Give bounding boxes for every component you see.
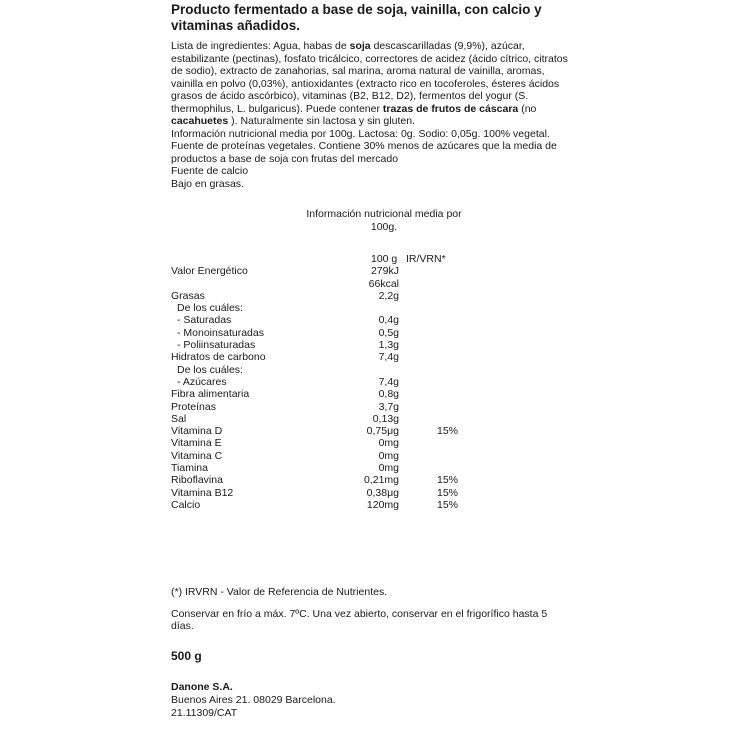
- ingredients-middle: descascarilladas (9,9%), azúcar, estabilizante (pectinas), fosfato tricálcico, correctores de acidez (ácido cítrico, citratos de sodio), extracto de zanahorias, sal marina, aroma natural de vainilla, aromas, vainilla en polvo (0,03%), antioxidantes (extracto rico en tocoferoles, ésteres ácidos grasos de ácido ascórbico), vitaminas (B2, B12, D2), fermentos del yogur (S. thermophilus, L. bulgaricus). Puede contener: [171, 40, 568, 115]
- allergen-soja: soja: [349, 40, 371, 52]
- nutrition-heading: Información nutricional media por 100g.: [306, 208, 462, 233]
- nutrient-row: [171, 339, 571, 351]
- nutrient-label: - Saturadas: [177, 314, 232, 327]
- energy-row: [171, 265, 571, 277]
- nutrient-row: [171, 499, 571, 511]
- nutrient-label: De los cuáles:: [177, 302, 243, 315]
- nutrient-label: Vitamina D: [171, 425, 223, 438]
- claim-line-2: Fuente de proteínas vegetales. Contiene 30% menos de azúcares que la media de productos a base de soja con frutas del mercado: [171, 140, 557, 165]
- nutrient-label: Tiamina: [171, 462, 208, 475]
- allergen-cacahuetes: cacahuetes: [171, 115, 229, 127]
- nutrient-value: 0,8g: [378, 388, 399, 401]
- label-document: [171, 0, 571, 720]
- nutrient-row: [171, 474, 571, 486]
- allergen-trazas: trazas de frutos de cáscara: [382, 102, 519, 115]
- nutrient-row: [171, 388, 571, 400]
- nutrient-row: [171, 401, 571, 413]
- nutrient-row: [171, 437, 571, 449]
- nutrient-value: 1,3g: [378, 339, 399, 352]
- nutrient-percent: 15%: [437, 498, 459, 511]
- product-title: Producto fermentado a base de soja, vainilla, con calcio y vitaminas añadidos.: [171, 2, 542, 33]
- nutrient-value: 0,21mg: [363, 474, 399, 487]
- energy-kcal: 66kcal: [368, 277, 399, 290]
- nutrient-row: [171, 314, 571, 326]
- nutrient-value: 0,13g: [372, 412, 399, 425]
- nutrient-row: [171, 290, 571, 302]
- nutrient-value: 2,2g: [378, 289, 399, 302]
- nutrition-header-row: [171, 253, 571, 265]
- company-name: Danone S.A.: [171, 680, 233, 693]
- nutrient-value: 7,4g: [378, 351, 399, 364]
- nutrient-row: [171, 327, 571, 339]
- nutrient-value: 0,5g: [378, 326, 399, 339]
- nutrient-label: - Poliinsaturadas: [177, 339, 256, 352]
- nutrient-value: 0mg: [378, 462, 399, 475]
- claims: [171, 128, 571, 191]
- nutrient-row: [171, 462, 571, 474]
- nutrient-label: De los cuáles:: [177, 363, 243, 376]
- nutrition-table: [171, 253, 571, 511]
- nutrient-label: - Monoinsaturadas: [177, 326, 264, 339]
- ingredients-list: [171, 40, 571, 128]
- nutrient-row: [171, 425, 571, 437]
- nutrient-label: Fibra alimentaria: [171, 388, 250, 401]
- nutrient-value: 120mg: [366, 498, 399, 511]
- storage-instructions: Conservar en frío a máx. 7ºC. Una vez abierto, conservar en el frigorífico hasta 5 días.: [171, 607, 548, 633]
- energy-kcal-row: [171, 278, 571, 290]
- company-info: [171, 681, 571, 720]
- nutrient-row: [171, 487, 571, 499]
- claim-line-1: Información nutricional media por 100g. Lactosa: 0g. Sodio: 0,05g. 100% vegetal.: [171, 127, 550, 140]
- nutrient-value: 0,4g: [378, 314, 399, 327]
- nutrient-row: [171, 302, 571, 314]
- claim-line-3: Fuente de calcio: [171, 165, 249, 177]
- col-100g: 100 g: [371, 253, 398, 265]
- energy-kj: 279kJ: [370, 265, 399, 278]
- company-code: 21.11309/CAT: [171, 706, 238, 719]
- claim-line-4: Bajo en grasas.: [171, 177, 244, 190]
- nutrient-label: Vitamina C: [171, 449, 223, 462]
- nutrient-label: Vitamina E: [171, 437, 222, 450]
- energy-label: Valor Energético: [171, 265, 248, 278]
- nutrient-value: 0mg: [378, 437, 399, 450]
- nutrient-label: Calcio: [171, 498, 201, 511]
- nutrient-label: Proteínas: [171, 400, 216, 413]
- nutrient-row: [171, 351, 571, 363]
- nutrient-value: 0,38μg: [366, 486, 399, 499]
- nutrient-label: - Azúcares: [177, 375, 227, 388]
- footnote: (*) IRVRN - Valor de Referencia de Nutrientes.: [171, 586, 388, 599]
- nutrient-percent: 15%: [437, 486, 459, 499]
- nutrient-percent: 15%: [437, 474, 459, 487]
- ingredients-middle2: (no: [518, 102, 537, 115]
- nutrient-label: Riboflavina: [171, 474, 223, 487]
- company-address: Buenos Aires 21. 08029 Barcelona.: [171, 693, 336, 706]
- nutrient-row: [171, 413, 571, 425]
- nutrient-label: Grasas: [171, 289, 205, 302]
- nutrient-value: 7,4g: [378, 375, 399, 388]
- nutrient-label: Vitamina B12: [171, 486, 234, 499]
- net-weight: 500 g: [171, 648, 202, 663]
- nutrient-row: [171, 376, 571, 388]
- ingredients-suffix: ). Naturalmente sin lactosa y sin gluten.: [228, 115, 415, 127]
- nutrient-label: Hidratos de carbono: [171, 351, 266, 364]
- nutrient-row: [171, 364, 571, 376]
- nutrient-percent: 15%: [437, 425, 459, 438]
- nutrient-value: 0mg: [378, 449, 399, 462]
- ingredients-prefix: Lista de ingredientes: Agua, habas de: [171, 40, 350, 52]
- nutrient-value: 0,75μg: [366, 425, 399, 438]
- nutrient-label: Sal: [171, 412, 187, 425]
- nutrient-value: 3,7g: [378, 400, 399, 413]
- col-irvrn: IR/VRN*: [406, 253, 446, 265]
- nutrient-row: [171, 450, 571, 462]
